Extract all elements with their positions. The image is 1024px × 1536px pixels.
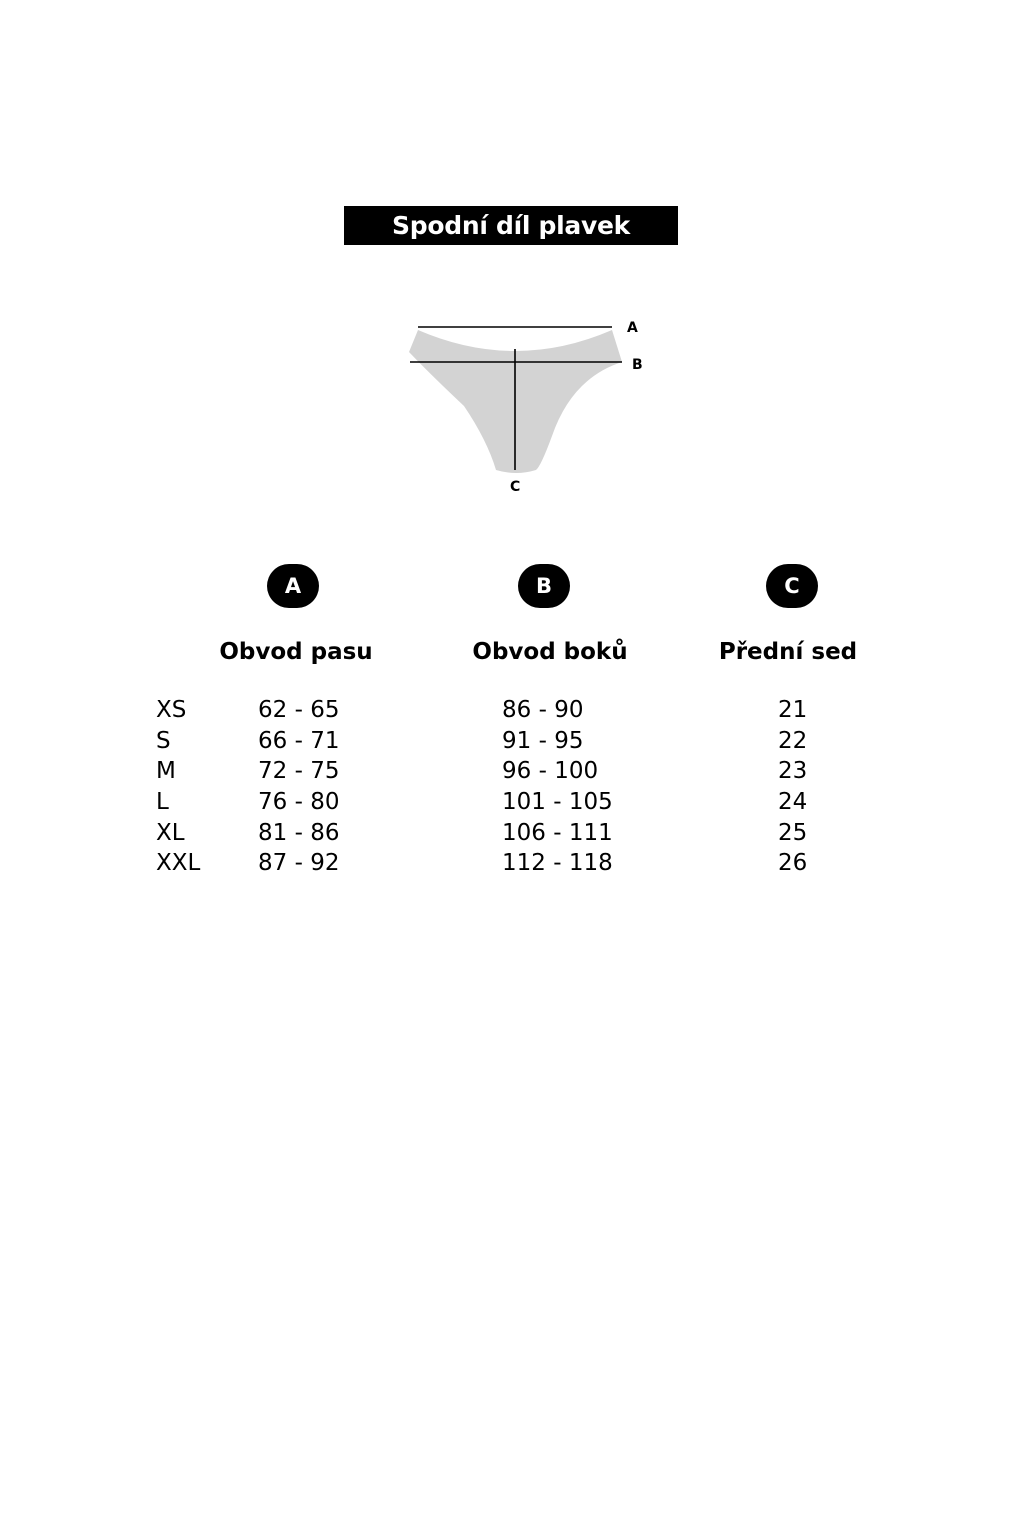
hips-cell: 96 - 100: [502, 758, 599, 785]
size-cell: XXL: [156, 850, 201, 877]
front-cell: 22: [778, 727, 808, 754]
front-cell: 23: [778, 758, 808, 785]
badge-c: C: [766, 564, 818, 608]
header-front-rise: Přední sed: [718, 639, 858, 665]
header-waist: Obvod pasu: [219, 639, 373, 665]
waist-cell: 66 - 71: [258, 727, 340, 754]
size-cell: XL: [156, 819, 185, 846]
size-cell: S: [156, 727, 171, 754]
table-row: [156, 818, 876, 849]
hips-cell: 106 - 111: [502, 819, 613, 846]
front-cell: 26: [778, 850, 808, 877]
size-cell: L: [156, 789, 169, 816]
page-title: Spodní díl plavek: [344, 206, 678, 245]
hips-cell: 112 - 118: [502, 850, 613, 877]
front-cell: 25: [778, 819, 808, 846]
table-row: [156, 848, 876, 879]
front-cell: 24: [778, 789, 808, 816]
waist-cell: 87 - 92: [258, 850, 340, 877]
label-b: B: [632, 357, 643, 373]
front-cell: 21: [778, 697, 808, 723]
table-row: [156, 726, 876, 757]
label-c: C: [510, 479, 521, 495]
hips-cell: 91 - 95: [502, 727, 584, 754]
size-cell: XS: [156, 697, 187, 723]
hips-cell: 86 - 90: [502, 697, 584, 723]
hips-cell: 101 - 105: [502, 789, 613, 816]
waist-cell: 76 - 80: [258, 789, 340, 816]
table-row: [156, 695, 876, 726]
table-row: [156, 787, 876, 818]
size-table: [156, 695, 876, 879]
badge-a: A: [267, 564, 319, 608]
table-row: [156, 756, 876, 787]
badge-b: B: [518, 564, 570, 608]
swim-bottom-diagram: [400, 310, 650, 505]
waist-cell: 62 - 65: [258, 697, 340, 723]
size-cell: M: [156, 758, 176, 785]
header-hips: Obvod boků: [472, 639, 628, 665]
waist-cell: 72 - 75: [258, 758, 340, 785]
label-a: A: [627, 320, 638, 336]
waist-cell: 81 - 86: [258, 819, 340, 846]
